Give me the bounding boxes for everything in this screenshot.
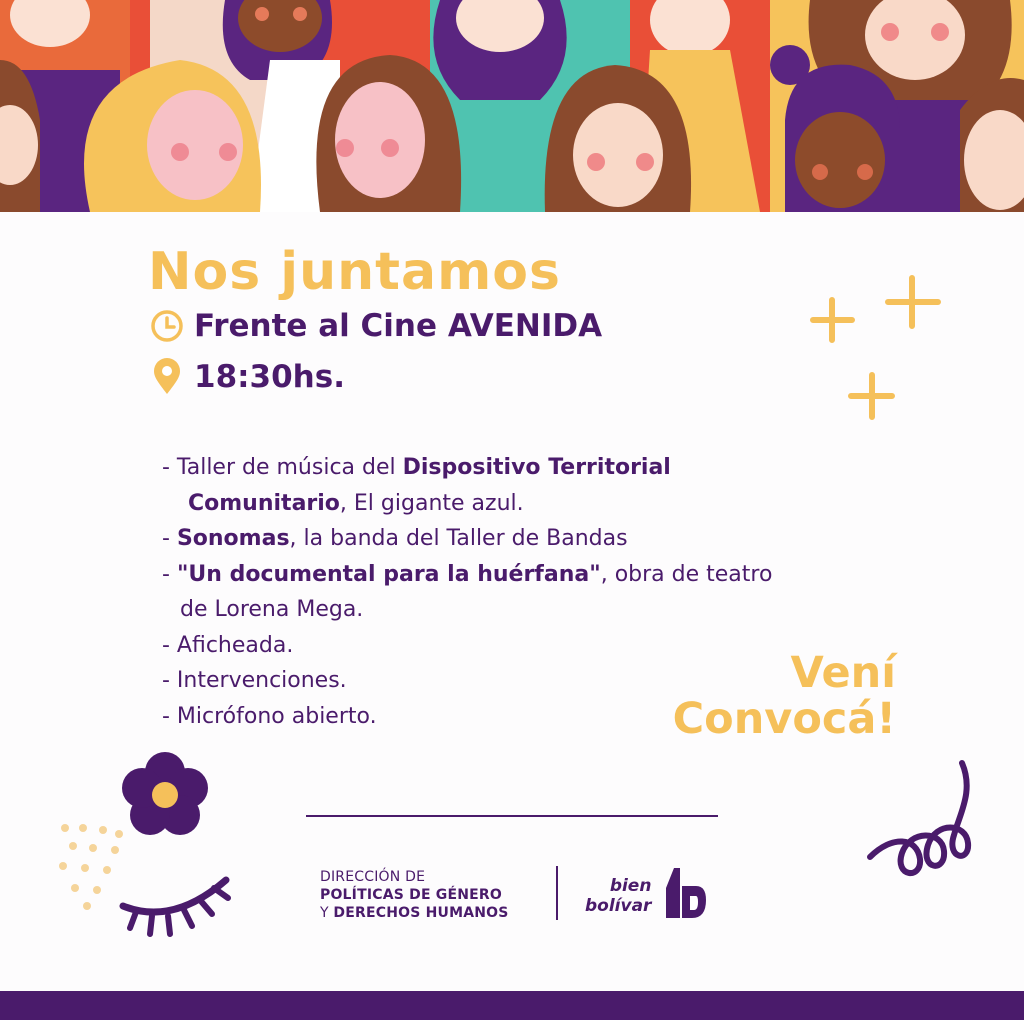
thumbs-up-icon [662, 866, 708, 920]
call-line-1: Vení [790, 648, 896, 698]
call-to-action [673, 650, 896, 742]
list-item: - Aficheada. [162, 632, 294, 658]
list-item: - Taller de música del Dispositivo Territorial [162, 455, 671, 480]
list-item: - Intervenciones. [162, 668, 347, 693]
call-line-2: Convocá! [672, 694, 896, 744]
organization-logo-text [320, 868, 509, 922]
women-illustration-banner [0, 0, 1024, 212]
bottom-bar [0, 991, 1024, 1020]
list-item: Comunitario, El gigante azul. [188, 490, 524, 516]
brand-wordmark [585, 876, 651, 916]
list-item: de Lorena Mega. [180, 597, 364, 622]
logo-divider [556, 866, 558, 920]
headline: Nos juntamos [148, 242, 561, 302]
brand-line-2: bolívar [585, 896, 652, 916]
org-line-2: POLÍTICAS DE GÉNERO [320, 887, 502, 903]
swirl-icon [862, 755, 987, 885]
divider-line [306, 815, 718, 817]
org-line-3: Y DERECHOS HUMANOS [320, 905, 509, 921]
closed-eye-icon [118, 858, 233, 938]
event-time: 18:30hs. [194, 359, 345, 395]
list-item: - Micrófono abierto. [162, 703, 377, 729]
location-pin-icon [150, 358, 184, 396]
event-place: Frente al Cine AVENIDA [194, 308, 603, 344]
clock-icon [150, 309, 184, 343]
time-row [150, 358, 345, 396]
list-item: - Sonomas, la banda del Taller de Bandas [162, 526, 628, 551]
org-line-1: DIRECCIÓN DE [320, 869, 426, 885]
sparkle-icon [800, 270, 960, 430]
list-item: - "Un documental para la huérfana", obra de teatro [162, 561, 773, 587]
place-row [150, 308, 602, 344]
brand-line-1: bien [609, 876, 652, 896]
